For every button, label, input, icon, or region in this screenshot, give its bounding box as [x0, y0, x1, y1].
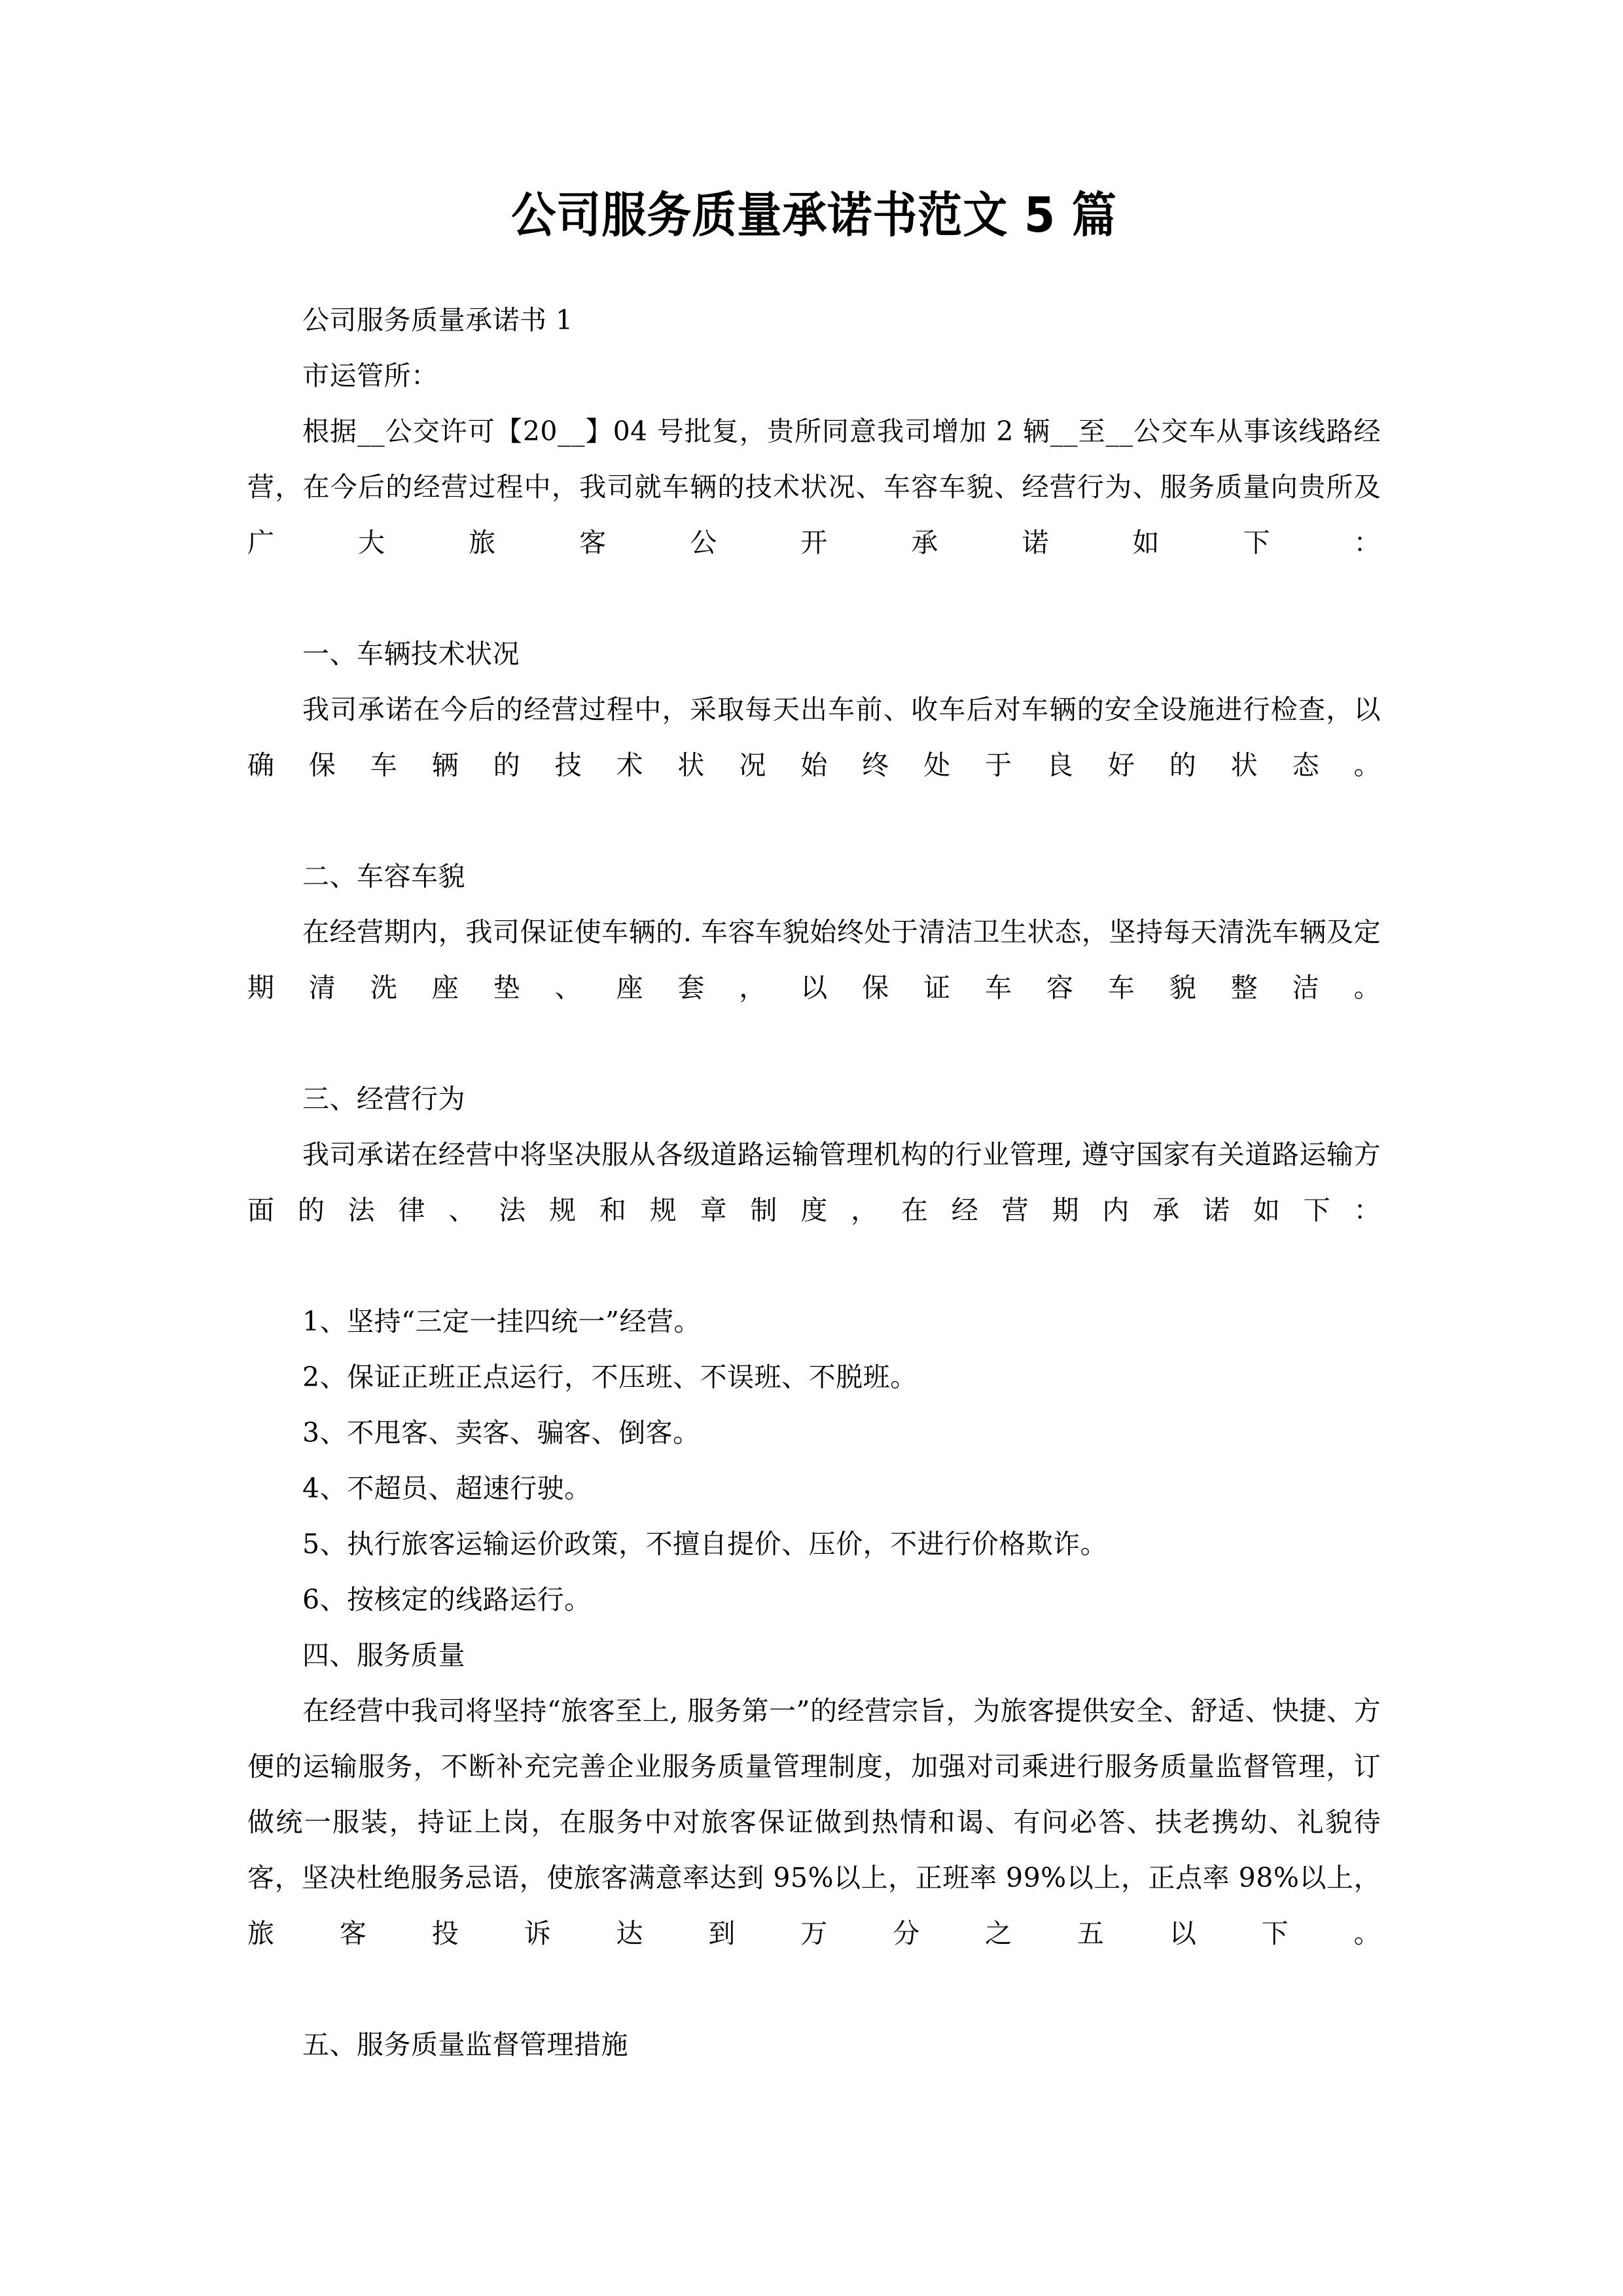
heading-sample-1: 公司服务质量承诺书 1 [302, 304, 573, 336]
section-1-body: 我司承诺在今后的经营过程中，采取每天出车前、收车后对车辆的安全设施进行检查，以确保车辆的技术状况始终处于良好的状态。 [247, 694, 1381, 781]
list-item-3: 3、不甩客、卖客、骗客、倒客。 [302, 1417, 700, 1448]
section-2-body: 在经营期内，我司保证使车辆的. 车容车貌始终处于清洁卫生状态，坚持每天清洗车辆及定期清洗座垫、座套，以保证车容车貌整洁。 [247, 916, 1381, 1003]
section-2-heading: 二、车容车貌 [302, 861, 465, 892]
list-item-4: 4、不超员、超速行驶。 [302, 1473, 592, 1504]
section-3-heading: 三、经营行为 [302, 1083, 465, 1115]
list-item-2: 2、保证正班正点运行，不压班、不误班、不脱班。 [302, 1361, 918, 1393]
document-body [247, 0, 1381, 2073]
section-4-body: 在经营中我司将坚持“旅客至上, 服务第一”的经营宗旨，为旅客提供安全、舒适、快捷、方便的运输服务，不断补充完善企业服务质量管理制度，加强对司乘进行服务质量监督管理，订做统一服装，持证上岗，在服务中对旅客保证做到热情和谒、有问必答、扶老携幼、礼貌待客，坚决杜绝服务忌语，使旅客满意率达到 95%以上，正班率 99%以上，正点率 98%以上，旅客投诉达到万分之五以下。 [247, 1695, 1381, 1949]
list-item-5: 5、执行旅客运输运价政策，不擅自提价、压价，不进行价格欺诈。 [302, 1528, 1108, 1560]
salutation: 市运管所： [302, 360, 438, 391]
section-4-heading: 四、服务质量 [302, 1640, 465, 1671]
page-title: 公司服务质量承诺书范文 5 篇 [511, 187, 1117, 243]
list-item-1: 1、坚持“三定一挂四统一”经营。 [302, 1306, 702, 1337]
section-5-heading: 五、服务质量监督管理措施 [302, 2029, 628, 2060]
opening-paragraph: 根据__公交许可【20__】04 号批复，贵所同意我司增加 2 辆__至__公交车从事该线路经营，在今后的经营过程中，我司就车辆的技术状况、车容车貌、经营行为、服务质量向贵所及广大旅客公开承诺如下： [247, 416, 1381, 558]
section-1-heading: 一、车辆技术状况 [302, 638, 520, 670]
section-3-body: 我司承诺在经营中将坚决服从各级道路运输管理机构的行业管理, 遵守国家有关道路运输方面的法律、法规和规章制度，在经营期内承诺如下： [247, 1139, 1381, 1226]
list-item-6: 6、按核定的线路运行。 [302, 1584, 592, 1615]
